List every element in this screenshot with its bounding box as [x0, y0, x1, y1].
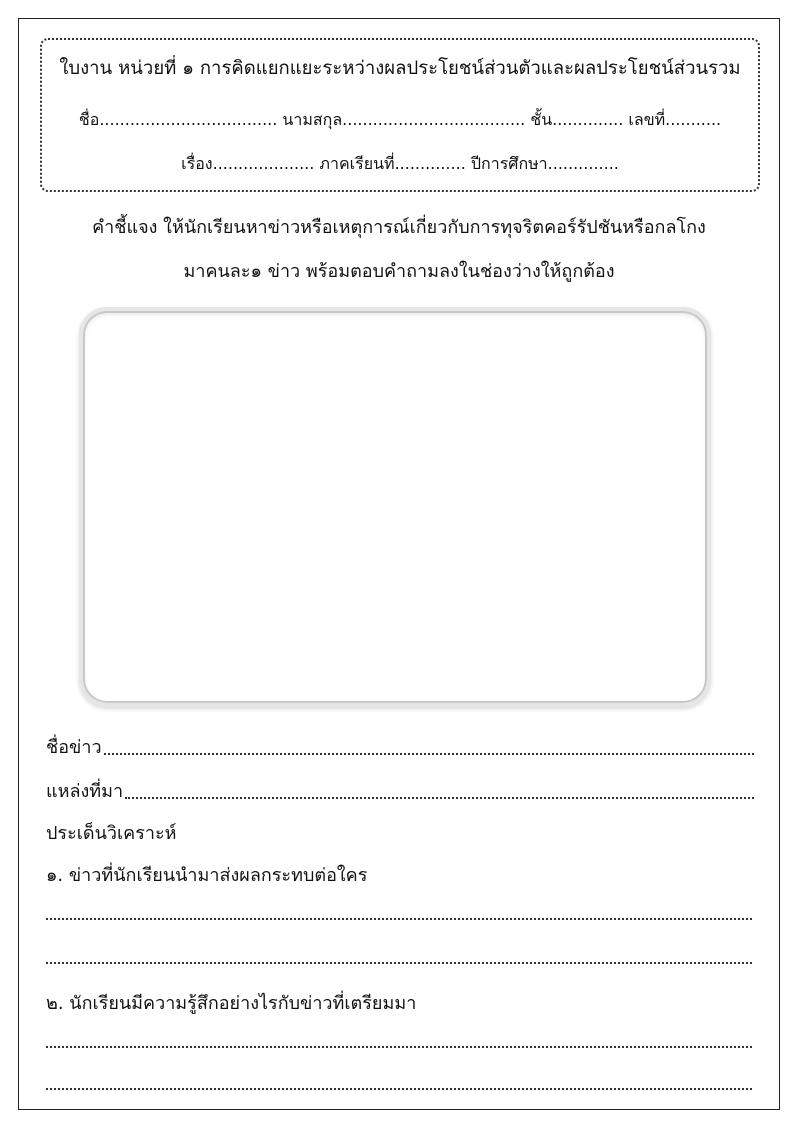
- answer-1-line-2[interactable]: [46, 962, 752, 964]
- instructions-line-2: มาคนละ๑ ข่าว พร้อมตอบคำถามลงในช่องว่างให้ถูกต้อง: [183, 261, 615, 282]
- news-name-blank[interactable]: [104, 753, 754, 755]
- worksheet-header-box: [40, 38, 760, 192]
- answer-1-line-1[interactable]: [46, 918, 752, 920]
- topic-term-year-row[interactable]: เรื่อง.................... ภาคเรียนที่.............. ปีการศึกษา..............: [181, 154, 619, 173]
- instructions-line-1: คำชี้แจง ให้นักเรียนหาข่าวหรือเหตุการณ์เกี่ยวกับการทุจริตคอร์รัปชันหรือกลโกง: [92, 217, 706, 238]
- question-1: ๑. ข่าวที่นักเรียนนำมาส่งผลกระทบต่อใคร: [46, 865, 368, 886]
- answer-2-line-1[interactable]: [46, 1046, 752, 1048]
- answer-2-line-2[interactable]: [46, 1088, 752, 1090]
- news-name-field[interactable]: [46, 732, 754, 761]
- question-2: ๒. นักเรียนมีความรู้สึกอย่างไรกับข่าวที่เตรียมมา: [46, 993, 417, 1014]
- source-blank[interactable]: [125, 797, 754, 799]
- analysis-heading: ประเด็นวิเคราะห์: [46, 823, 177, 844]
- news-name-label: ชื่อข่าว: [46, 737, 102, 758]
- worksheet-title: ใบงาน หน่วยที่ ๑ การคิดแยกแยะระหว่างผลประโยชน์ส่วนตัวและผลประโยชน์ส่วนรวม: [59, 58, 741, 79]
- student-info-row[interactable]: ชื่อ................................... นามสกุล.................................... ชั้น.............. เลขที่...........: [78, 110, 722, 129]
- source-field[interactable]: [46, 776, 754, 805]
- source-label: แหล่งที่มา: [46, 781, 124, 802]
- news-clipping-frame[interactable]: [79, 307, 711, 707]
